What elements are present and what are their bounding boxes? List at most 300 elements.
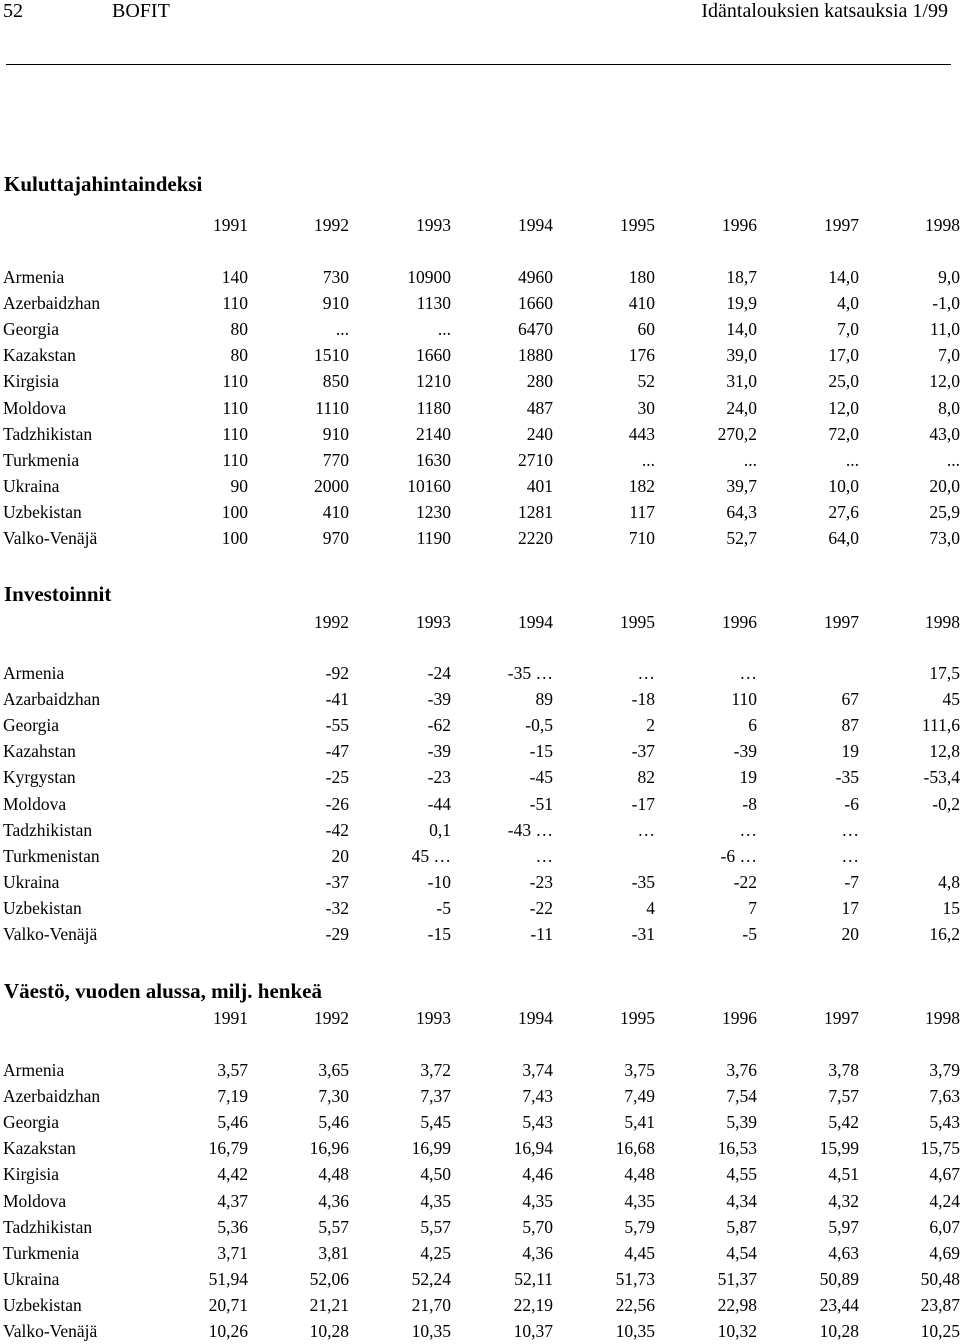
- table-cell: 1110: [315, 398, 349, 418]
- table-cell: 14,0: [828, 267, 859, 287]
- country-label: Armenia: [3, 267, 65, 287]
- table-cell: 30: [637, 398, 655, 418]
- table-cell: 10,26: [208, 1321, 248, 1341]
- table-cell: 5,43: [522, 1112, 553, 1132]
- table-cell: …: [841, 846, 859, 866]
- table-cell: 3,78: [828, 1060, 859, 1080]
- table-cell: -41: [325, 689, 349, 709]
- country-label: Moldova: [3, 1191, 67, 1211]
- table-cell: -23: [529, 872, 553, 892]
- table-cell: 4,42: [217, 1164, 248, 1184]
- table-cell: 80: [230, 345, 248, 365]
- table-cell: 4,36: [522, 1243, 553, 1263]
- table-cell: 52,11: [514, 1269, 553, 1289]
- year-header: 1997: [824, 1008, 859, 1028]
- table-cell: 3,57: [217, 1060, 248, 1080]
- table-cell: 270,2: [717, 424, 757, 444]
- table-cell: 10,25: [920, 1321, 960, 1341]
- table-cell: 19,9: [726, 293, 757, 313]
- table-cell: 90: [230, 476, 248, 496]
- table-cell: -92: [325, 663, 349, 683]
- country-label: Georgia: [3, 715, 60, 735]
- table-cell: 4,48: [318, 1164, 349, 1184]
- table-cell: 43,0: [929, 424, 960, 444]
- year-header: 1997: [824, 612, 859, 632]
- table-cell: -35 …: [507, 663, 553, 683]
- table-cell: 3,71: [217, 1243, 248, 1263]
- table-cell: 4,50: [420, 1164, 451, 1184]
- table-cell: 73,0: [929, 528, 960, 548]
- table-cell: 10160: [407, 476, 451, 496]
- year-header: 1992: [314, 612, 349, 632]
- table-cell: -25: [325, 767, 349, 787]
- table-cell: 7: [748, 898, 757, 918]
- table-cell: 4,48: [624, 1164, 655, 1184]
- country-label: Valko-Venäjä: [3, 924, 98, 944]
- year-header: 1996: [722, 1008, 757, 1028]
- table-cell: -29: [325, 924, 349, 944]
- table-cell: 4,63: [828, 1243, 859, 1263]
- table-cell: 10,0: [828, 476, 859, 496]
- table-cell: 100: [221, 528, 248, 548]
- table-cell: 8,0: [938, 398, 960, 418]
- table-cell: 4,45: [624, 1243, 655, 1263]
- table-cell: 10,28: [819, 1321, 859, 1341]
- country-label: Turkmenia: [3, 1243, 80, 1263]
- table-cell: 4,8: [938, 872, 960, 892]
- table-cell: 7,49: [624, 1086, 655, 1106]
- table-cell: 12,0: [929, 371, 960, 391]
- table-cell: 6470: [518, 319, 553, 339]
- table-cell: 910: [322, 424, 349, 444]
- table-cell: 7,57: [828, 1086, 859, 1106]
- table-cell: 5,57: [318, 1217, 349, 1237]
- table-cell: 1660: [416, 345, 451, 365]
- page-number: 52: [3, 0, 23, 22]
- table-cell: 730: [322, 267, 349, 287]
- table-cell: 10,37: [513, 1321, 553, 1341]
- table-cell: 110: [222, 293, 248, 313]
- table-cell: -39: [427, 689, 451, 709]
- table-cell: 100: [221, 502, 248, 522]
- table-cell: 21,70: [411, 1295, 451, 1315]
- country-label: Georgia: [3, 319, 60, 339]
- table-cell: 15: [942, 898, 960, 918]
- section-title-inv: Investoinnit: [4, 582, 112, 606]
- year-header: 1996: [722, 215, 757, 235]
- country-label: Azerbaidzhan: [3, 1086, 101, 1106]
- table-cell: 5,41: [624, 1112, 655, 1132]
- table-cell: 15,75: [920, 1138, 960, 1158]
- table-cell: 182: [628, 476, 655, 496]
- table-cell: 5,45: [420, 1112, 451, 1132]
- table-cell: 1210: [416, 371, 451, 391]
- table-cell: …: [739, 820, 757, 840]
- table-cell: 4,67: [929, 1164, 960, 1184]
- year-header: 1992: [314, 1008, 349, 1028]
- table-cell: -11: [530, 924, 553, 944]
- table-cell: 17: [841, 898, 859, 918]
- table-cell: 3,75: [624, 1060, 655, 1080]
- table-cell: 72,0: [828, 424, 859, 444]
- country-label: Kazakstan: [3, 1138, 76, 1158]
- country-label: Moldova: [3, 398, 67, 418]
- table-cell: -39: [427, 741, 451, 761]
- table-cell: …: [637, 820, 655, 840]
- table-cell: 9,0: [938, 267, 960, 287]
- table-cell: 19: [841, 741, 859, 761]
- table-cell: -7: [844, 872, 859, 892]
- table-cell: 45 …: [411, 846, 451, 866]
- table-cell: -22: [529, 898, 553, 918]
- table-cell: 18,7: [726, 267, 757, 287]
- section-title-cpi: Kuluttajahintaindeksi: [4, 172, 203, 196]
- table-cell: 20: [841, 924, 859, 944]
- table-cell: 3,74: [522, 1060, 553, 1080]
- table-cell: 111,6: [921, 715, 960, 735]
- table-cell: 24,0: [726, 398, 757, 418]
- table-cell: 51,37: [717, 1269, 757, 1289]
- table-cell: 7,54: [726, 1086, 757, 1106]
- table-cell: 110: [222, 371, 248, 391]
- table-cell: 443: [628, 424, 655, 444]
- year-header: 1994: [518, 215, 553, 235]
- table-cell: 22,19: [513, 1295, 553, 1315]
- country-label: Valko-Venäjä: [3, 528, 98, 548]
- table-cell: 20,0: [929, 476, 960, 496]
- table-cell: -15: [529, 741, 553, 761]
- table-cell: -8: [742, 794, 757, 814]
- table-cell: -51: [529, 794, 553, 814]
- table-cell: 10,35: [615, 1321, 655, 1341]
- table-cell: 50,89: [819, 1269, 859, 1289]
- table-cell: 21,21: [309, 1295, 349, 1315]
- table-cell: 4,34: [726, 1191, 757, 1211]
- page-header: [0, 0, 960, 26]
- table-cell: 12,8: [929, 741, 960, 761]
- table-cell: 31,0: [726, 371, 757, 391]
- table-cell: 4,25: [420, 1243, 451, 1263]
- country-label: Turkmenistan: [3, 846, 100, 866]
- table-cell: 3,65: [318, 1060, 349, 1080]
- year-header: 1995: [620, 612, 655, 632]
- table-cell: ...: [946, 450, 960, 470]
- table-cell: -22: [733, 872, 757, 892]
- table-cell: 10,28: [309, 1321, 349, 1341]
- table-cell: 6: [748, 715, 757, 735]
- table-cell: 52,06: [309, 1269, 349, 1289]
- table-cell: -35: [835, 767, 859, 787]
- year-header: 1998: [925, 1008, 960, 1028]
- table-cell: 7,30: [318, 1086, 349, 1106]
- table-cell: 7,37: [420, 1086, 451, 1106]
- table-cell: …: [637, 663, 655, 683]
- table-cell: -18: [631, 689, 655, 709]
- table-cell: ...: [335, 319, 349, 339]
- table-cell: 4960: [518, 267, 553, 287]
- table-cell: 5,43: [929, 1112, 960, 1132]
- table-cell: 401: [526, 476, 553, 496]
- table-cell: 3,76: [726, 1060, 757, 1080]
- table-cell: 17,5: [929, 663, 960, 683]
- table-cell: -43 …: [507, 820, 553, 840]
- table-cell: -0,2: [932, 794, 960, 814]
- table-cell: 180: [628, 267, 655, 287]
- year-header: 1996: [722, 612, 757, 632]
- table-cell: 16,96: [309, 1138, 349, 1158]
- table-cell: 87: [841, 715, 859, 735]
- table-cell: 5,42: [828, 1112, 859, 1132]
- table-cell: 14,0: [726, 319, 757, 339]
- table-cell: -5: [436, 898, 451, 918]
- series-title: Idäntalouksien katsauksia 1/99: [701, 0, 948, 22]
- table-cell: 52,24: [411, 1269, 451, 1289]
- table-cell: -26: [325, 794, 349, 814]
- table-cell: ...: [743, 450, 757, 470]
- table-cell: 176: [628, 345, 655, 365]
- table-cell: 5,39: [726, 1112, 757, 1132]
- table-cell: -23: [427, 767, 451, 787]
- table-cell: 4,55: [726, 1164, 757, 1184]
- table-cell: 22,56: [615, 1295, 655, 1315]
- table-cell: 410: [322, 502, 349, 522]
- table-cell: 1281: [518, 502, 553, 522]
- table-cell: 5,57: [420, 1217, 451, 1237]
- country-label: Kazahstan: [3, 741, 76, 761]
- table-cell: 2: [646, 715, 655, 735]
- table-cell: 25,9: [929, 502, 960, 522]
- table-cell: 16,2: [929, 924, 960, 944]
- year-header: 1995: [620, 215, 655, 235]
- table-cell: 4,54: [726, 1243, 757, 1263]
- country-label: Uzbekistan: [3, 502, 82, 522]
- table-cell: -62: [427, 715, 451, 735]
- country-label: Armenia: [3, 1060, 65, 1080]
- table-cell: 64,0: [828, 528, 859, 548]
- table-cell: 970: [322, 528, 349, 548]
- table-cell: 23,87: [920, 1295, 960, 1315]
- country-label: Azarbaidzhan: [3, 689, 101, 709]
- table-cell: 770: [322, 450, 349, 470]
- table-cell: 23,44: [819, 1295, 859, 1315]
- table-cell: 140: [221, 267, 248, 287]
- table-cell: 5,46: [318, 1112, 349, 1132]
- country-label: Azerbaidzhan: [3, 293, 101, 313]
- table-cell: 410: [628, 293, 655, 313]
- table-cell: ...: [437, 319, 451, 339]
- table-cell: 4,35: [624, 1191, 655, 1211]
- country-label: Turkmenia: [3, 450, 80, 470]
- table-cell: 39,7: [726, 476, 757, 496]
- year-header: 1992: [314, 215, 349, 235]
- table-cell: 27,6: [828, 502, 859, 522]
- table-cell: 4,35: [522, 1191, 553, 1211]
- country-label: Uzbekistan: [3, 1295, 82, 1315]
- country-label: Uzbekistan: [3, 898, 82, 918]
- section-title-pop: Väestö, vuoden alussa, milj. henkeä: [4, 979, 322, 1003]
- table-cell: 16,99: [411, 1138, 451, 1158]
- year-header: 1993: [416, 215, 451, 235]
- table-cell: 7,63: [929, 1086, 960, 1106]
- country-label: Tadzhikistan: [3, 820, 93, 840]
- table-cell: 51,73: [615, 1269, 655, 1289]
- table-cell: 60: [637, 319, 655, 339]
- year-header: 1998: [925, 215, 960, 235]
- table-cell: -37: [631, 741, 655, 761]
- year-header: 1994: [518, 1008, 553, 1028]
- table-cell: -47: [325, 741, 349, 761]
- table-cell: -31: [631, 924, 655, 944]
- table-cell: -42: [325, 820, 349, 840]
- table-cell: 910: [322, 293, 349, 313]
- year-header: 1993: [416, 1008, 451, 1028]
- table-cell: -35: [631, 872, 655, 892]
- table-cell: 4,32: [828, 1191, 859, 1211]
- country-label: Kazakstan: [3, 345, 76, 365]
- year-header: 1994: [518, 612, 553, 632]
- table-cell: 1660: [518, 293, 553, 313]
- table-cell: 2220: [518, 528, 553, 548]
- country-label: Kirgisia: [3, 371, 60, 391]
- table-cell: 110: [222, 398, 248, 418]
- table-cell: 39,0: [726, 345, 757, 365]
- year-header: 1991: [213, 1008, 248, 1028]
- country-label: Kyrgystan: [3, 767, 76, 787]
- country-label: Valko-Venäjä: [3, 1321, 98, 1341]
- country-label: Ukraina: [3, 1269, 60, 1289]
- table-cell: 15,99: [819, 1138, 859, 1158]
- table-cell: 1180: [416, 398, 451, 418]
- table-cell: -55: [325, 715, 349, 735]
- table-cell: 67: [841, 689, 859, 709]
- table-cell: -10: [427, 872, 451, 892]
- country-label: Armenia: [3, 663, 65, 683]
- table-cell: -44: [427, 794, 451, 814]
- table-cell: 89: [535, 689, 553, 709]
- table-cell: 45: [942, 689, 960, 709]
- table-cell: 4,36: [318, 1191, 349, 1211]
- table-cell: 5,36: [217, 1217, 248, 1237]
- country-label: Ukraina: [3, 476, 60, 496]
- table-cell: 1230: [416, 502, 451, 522]
- table-cell: 80: [230, 319, 248, 339]
- table-cell: -1,0: [932, 293, 960, 313]
- table-cell: 16,68: [615, 1138, 655, 1158]
- year-header: 1997: [824, 215, 859, 235]
- table-cell: -6: [844, 794, 859, 814]
- table-cell: 110: [731, 689, 757, 709]
- table-cell: 2140: [416, 424, 451, 444]
- country-label: Tadzhikistan: [3, 1217, 93, 1237]
- table-cell: 5,70: [522, 1217, 553, 1237]
- table-cell: 5,97: [828, 1217, 859, 1237]
- table-cell: 5,46: [217, 1112, 248, 1132]
- header-rule: [6, 64, 951, 65]
- table-cell: 1630: [416, 450, 451, 470]
- country-label: Ukraina: [3, 872, 60, 892]
- table-cell: 4,46: [522, 1164, 553, 1184]
- table-cell: 10900: [407, 267, 451, 287]
- table-cell: 3,81: [318, 1243, 349, 1263]
- table-cell: 240: [526, 424, 553, 444]
- table-cell: ...: [641, 450, 655, 470]
- table-cell: 17,0: [828, 345, 859, 365]
- table-cell: 2710: [518, 450, 553, 470]
- table-cell: 64,3: [726, 502, 757, 522]
- table-cell: …: [739, 663, 757, 683]
- table-cell: 5,87: [726, 1217, 757, 1237]
- year-header: 1995: [620, 1008, 655, 1028]
- table-cell: 20: [331, 846, 349, 866]
- table-cell: 7,0: [938, 345, 960, 365]
- table-cell: 25,0: [828, 371, 859, 391]
- table-cell: -0,5: [525, 715, 553, 735]
- table-cell: 1130: [416, 293, 451, 313]
- table-cell: -45: [529, 767, 553, 787]
- table-cell: 7,0: [837, 319, 859, 339]
- country-label: Moldova: [3, 794, 67, 814]
- table-cell: 7,43: [522, 1086, 553, 1106]
- table-cell: 4,37: [217, 1191, 248, 1211]
- table-cell: -6 …: [720, 846, 757, 866]
- table-cell: 117: [629, 502, 655, 522]
- table-cell: 3,72: [420, 1060, 451, 1080]
- table-cell: 12,0: [828, 398, 859, 418]
- table-cell: 52: [637, 371, 655, 391]
- table-cell: 16,53: [717, 1138, 757, 1158]
- table-cell: 487: [526, 398, 553, 418]
- table-cell: 4,0: [837, 293, 859, 313]
- table-cell: 110: [222, 424, 248, 444]
- table-cell: 4,35: [420, 1191, 451, 1211]
- country-label: Kirgisia: [3, 1164, 60, 1184]
- table-cell: -39: [733, 741, 757, 761]
- table-cell: 7,19: [217, 1086, 248, 1106]
- table-cell: 52,7: [726, 528, 757, 548]
- table-cell: 10,35: [411, 1321, 451, 1341]
- table-cell: 0,1: [429, 820, 451, 840]
- country-label: Tadzhikistan: [3, 424, 93, 444]
- table-cell: 5,79: [624, 1217, 655, 1237]
- table-cell: 1190: [416, 528, 451, 548]
- table-cell: 4: [646, 898, 655, 918]
- table-cell: 20,71: [208, 1295, 248, 1315]
- table-cell: ...: [845, 450, 859, 470]
- table-cell: 50,48: [920, 1269, 960, 1289]
- table-cell: …: [535, 846, 553, 866]
- table-cell: -5: [742, 924, 757, 944]
- table-cell: -17: [631, 794, 655, 814]
- table-cell: 4,69: [929, 1243, 960, 1263]
- table-cell: 16,79: [208, 1138, 248, 1158]
- table-cell: 22,98: [717, 1295, 757, 1315]
- table-cell: 110: [222, 450, 248, 470]
- table-cell: 710: [628, 528, 655, 548]
- table-cell: …: [841, 820, 859, 840]
- table-cell: 280: [526, 371, 553, 391]
- table-cell: 4,51: [828, 1164, 859, 1184]
- year-header: 1998: [925, 612, 960, 632]
- publisher-name: BOFIT: [112, 0, 170, 22]
- table-cell: -15: [427, 924, 451, 944]
- table-cell: 850: [322, 371, 349, 391]
- country-label: Georgia: [3, 1112, 60, 1132]
- table-cell: 16,94: [513, 1138, 553, 1158]
- table-cell: 4,24: [929, 1191, 960, 1211]
- year-header: 1991: [213, 215, 248, 235]
- table-cell: -24: [427, 663, 451, 683]
- table-cell: 19: [739, 767, 757, 787]
